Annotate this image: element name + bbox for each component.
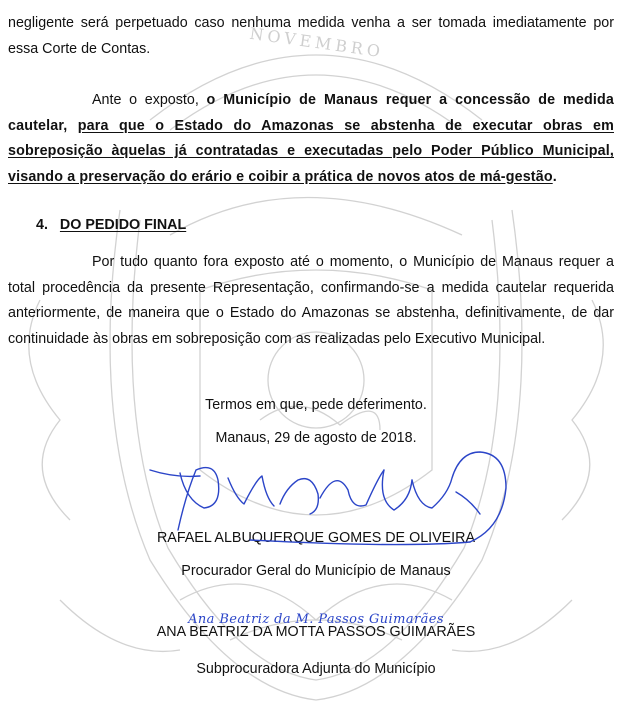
watermark-text: NOVEMBRO — [248, 23, 386, 62]
signatory1-role: Procurador Geral do Município de Manaus — [181, 563, 451, 579]
paragraph-final-request: Por tudo quanto fora exposto até o momento, o Município de Manaus requer a total procedência da presente Representação, confirmando-se a medida cautelar requerida anteriormente, de maneira que o Estado do Amazonas se abstenha, definitivamente, de dar continuidade às obras em sobreposição com as realizadas pelo Executivo Municipal. — [8, 254, 614, 347]
paragraph-end: . — [552, 168, 557, 185]
section-number: 4. — [36, 217, 48, 233]
paragraph-request-cautelar — [8, 88, 614, 190]
bold-request: o Município de Manaus requer a concessão de medida cautelar, — [8, 92, 614, 134]
section-heading — [36, 217, 186, 233]
paragraph-lead: Ante o exposto, — [92, 92, 207, 108]
signatory2-handwritten-signature: Ana Beatriz da M. Passos Guimarães — [188, 612, 444, 627]
signatory2-role: Subprocuradora Adjunta do Município — [196, 661, 436, 677]
signatory2-name: ANA BEATRIZ DA MOTTA PASSOS GUIMARÃES — [156, 624, 476, 640]
section-title: DO PEDIDO FINAL — [59, 217, 187, 233]
paragraph-continuation: negligente será perpetuado caso nenhuma medida venha a ser tomada imediatamente por essa Corte de Contas. — [8, 15, 614, 57]
place-date-line: Manaus, 29 de agosto de 2018. — [215, 430, 417, 446]
closing-line: Termos em que, pede deferimento. — [205, 397, 427, 413]
signatory1-name: RAFAEL ALBUQUERQUE GOMES DE OLIVEIRA — [156, 530, 476, 546]
bold-underlined-request: para que o Estado do Amazonas se abstenha de executar obras em sobreposição àquelas já contratadas e executadas pelo Poder Público Municipal, visando a preservação do erário e coibir a prática de novos atos de má-gestão — [8, 117, 614, 185]
